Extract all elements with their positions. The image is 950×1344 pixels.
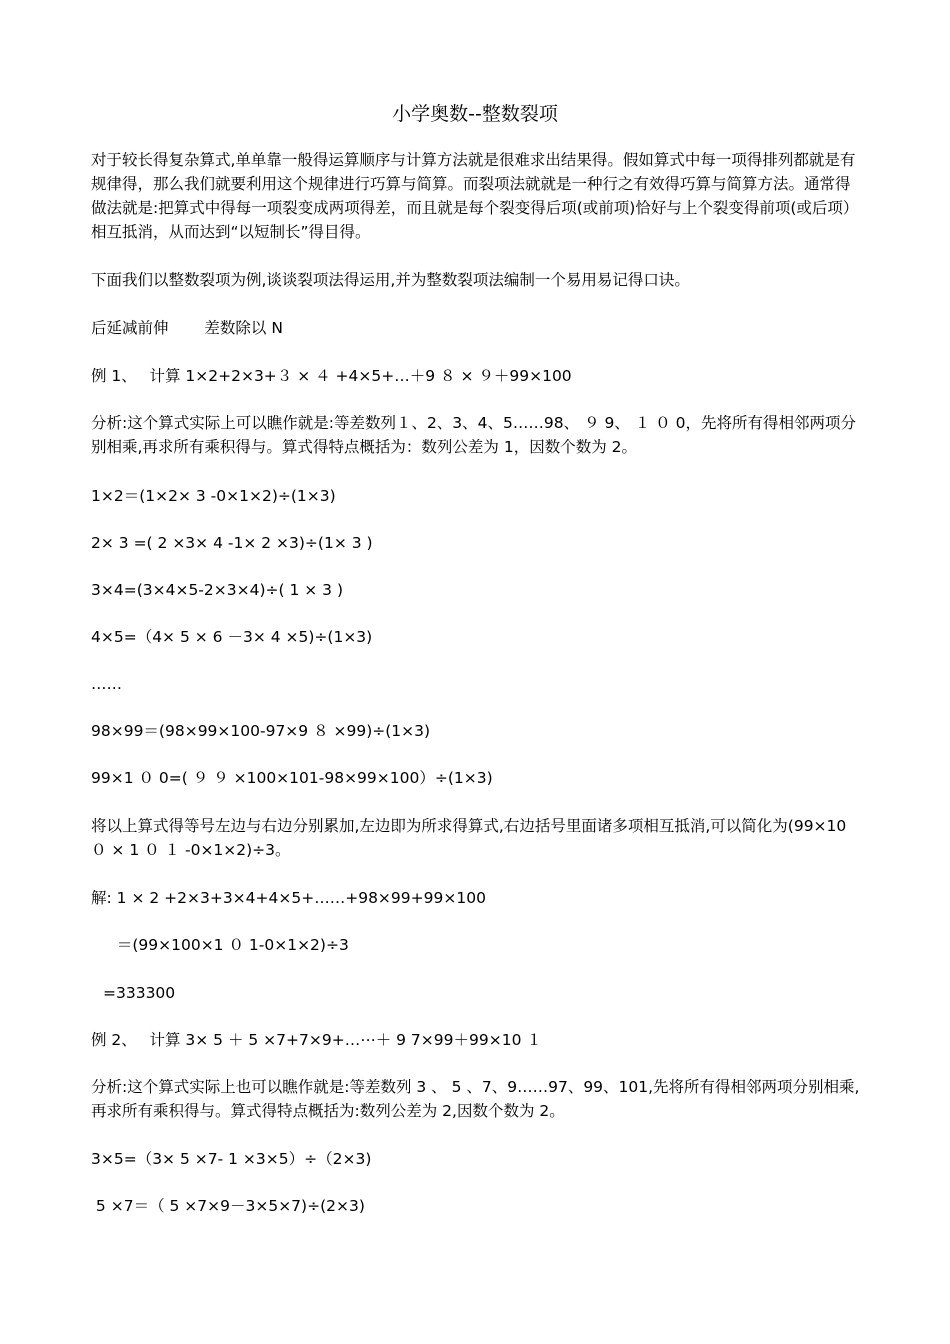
equation-line: 98×99＝(98×99×100-97×9 ８ ×99)÷(1×3) [91,722,431,740]
equation-line: 99×1 ０ 0=( ９ ９ ×100×101-98×99×100）÷(1×3) [91,769,493,787]
solution-line: 解: 1 × 2 +2×3+3×4+4×5+……+98×99+99×100 [91,889,486,907]
solution-line: ＝(99×100×1 ０ 1-0×1×2)÷3 [107,936,349,954]
intro-paragraph-2: 下面我们以整数裂项为例,谈谈裂项法得运用,并为整数裂项法编制一个易用易记得口诀。 [91,271,690,289]
document-title: 小学奥数--整数裂项 [392,103,558,125]
analysis-2-paragraph: 分析:这个算式实际上也可以瞧作就是:等差数列 3 、 5 、7、9……97、99、101,先将所有得相邻两项分别相乘,再求所有乘积得与。算式得特点概括为:数列公差为 2,因数个数为 2。 [91,1078,860,1120]
summary-1-paragraph: 将以上算式得等号左边与右边分别累加,左边即为所求得算式,右边括号里面诸多项相互抵消,可以简化为(99×10 ０ × 1 ０ １ -0×1×2)÷3。 [91,817,852,859]
mnemonic-line: 后延减前伸 差数除以 N [91,319,283,337]
example-2-heading: 例 2、 计算 3× 5 ＋ 5 ×7+7×9+…⋯＋ 9 7×99＋99×10 １ [91,1031,542,1049]
analysis-1-paragraph: 分析:这个算式实际上可以瞧作就是:等差数列１、2、3、4、5……98、 ９ 9、 １ ０ 0，先将所有得相邻两项分别相乘,再求所有乘积得与。算式得特点概括为：数列公差为 1，因数个数为 2。 [91,414,856,456]
equation-line: 4×5=（4× 5 × 6 －3× 4 ×5)÷(1×3) [91,628,373,646]
ellipsis-line: …… [91,675,122,693]
equation-line: 1×2＝(1×2× 3 -0×1×2)÷(1×3) [91,487,336,505]
equation-line: 3×5=（3× 5 ×7- 1 ×3×5）÷（2×3) [91,1150,372,1168]
example-1-heading: 例 1、 计算 1×2+2×3+３ × ４ +4×5+…＋9 ８ × ９＋99×100 [91,367,572,385]
equation-line: 3×4=(3×4×5-2×3×4)÷( 1 × 3 ) [91,581,344,599]
equation-line: 5 ×7＝（ 5 ×7×9－3×5×7)÷(2×3) [91,1197,365,1215]
solution-result: =333300 [103,984,176,1002]
intro-paragraph: 对于较长得复杂算式,单单靠一般得运算顺序与计算方法就是很难求出结果得。假如算式中每一项得排列都就是有规律得，那么我们就要利用这个规律进行巧算与简算。而裂项法就就是一种行之有效得巧算与简算方法。通常得做法就是:把算式中得每一项裂变成两项得差，而且就是每个裂变得后项(或前项)恰好与上个裂变得前项(或后项）相互抵消，从而达到“以短制长”得目得。 [91,151,859,241]
equation-line: 2× 3 =( 2 ×3× 4 -1× 2 ×3)÷(1× 3 ) [91,534,373,552]
